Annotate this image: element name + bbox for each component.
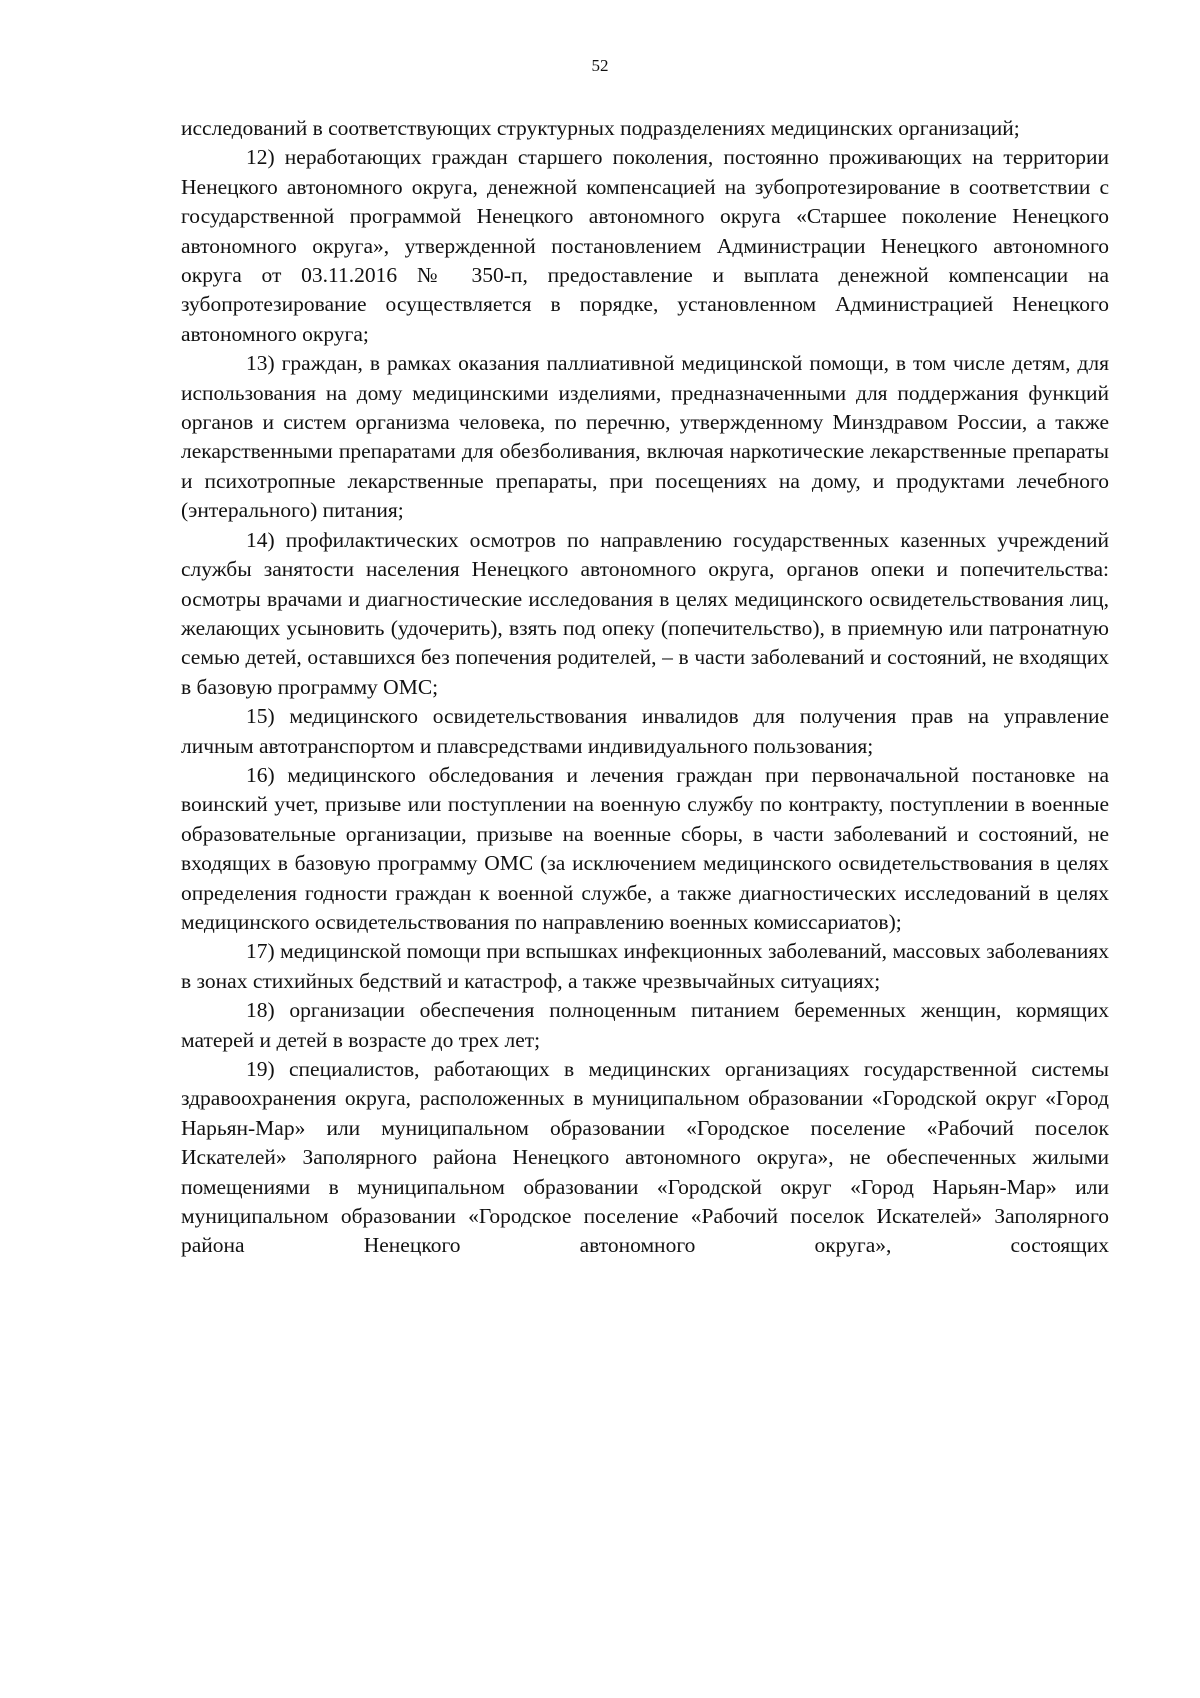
- list-item-13: 13) граждан, в рамках оказания паллиативной медицинской помощи, в том числе детям, для использования на дому медицинскими изделиями, предназначенными для поддержания функций органов и систем организма человека, по перечню, утвержденному Минздравом России, а также лекарственными препаратами для обезболивания, включая наркотические лекарственные препараты и психотропные лекарственные препараты, при посещениях на дому, и продуктами лечебного (энтерального) питания;: [181, 351, 1109, 523]
- list-item-15: 15) медицинского освидетельствования инвалидов для получения прав на управление личным автотранспортом и плавсредствами индивидуального пользования;: [181, 704, 1109, 758]
- document-body: [181, 114, 1109, 1261]
- list-item-16: 16) медицинского обследования и лечения граждан при первоначальной постановке на воинский учет, призыве или поступлении на военную службу по контракту, поступлении в военные образовательные организации, призыве на военные сборы, в части заболеваний и состояний, не входящих в базовую программу ОМС (за исключением медицинского освидетельствования в целях определения годности граждан к военной службе, а также диагностических исследований в целях медицинского освидетельствования по направлению военных комиссариатов);: [181, 762, 1109, 934]
- paragraph-continuation: исследований в соответствующих структурных подразделениях медицинских организаций;: [181, 116, 1020, 140]
- list-item-17: 17) медицинской помощи при вспышках инфекционных заболеваний, массовых заболеваниях в зонах стихийных бедствий и катастроф, а также чрезвычайных ситуациях;: [181, 939, 1109, 993]
- page-number: 52: [591, 56, 609, 75]
- list-item-14: 14) профилактических осмотров по направлению государственных казенных учреждений службы занятости населения Ненецкого автономного округа, органов опеки и попечительства: осмотры врачами и диагностические исследования в целях медицинского освидетельствования лиц, желающих усыновить (удочерить), взять под опеку (попечительство), в приемную или патронатную семью детей, оставшихся без попечения родителей, – в части заболеваний и состояний, не входящих в базовую программу ОМС;: [181, 527, 1109, 699]
- list-item-19: 19) специалистов, работающих в медицинских организациях государственной системы здравоохранения округа, расположенных в муниципальном образовании «Городской округ «Город Нарьян-Мар» или муниципальном образовании «Городское поселение «Рабочий поселок Искателей» Заполярного района Ненецкого автономного округа», не обеспеченных жилыми помещениями в муниципальном образовании «Городской округ «Город Нарьян-Мар» или муниципальном образовании «Городское поселение «Рабочий поселок Искателей» Заполярного района Ненецкого автономного округа», состоящих: [181, 1057, 1109, 1258]
- list-item-12: 12) неработающих граждан старшего поколения, постоянно проживающих на территории Ненецкого автономного округа, денежной компенсацией на зубопротезирование в соответствии с государственной программой Ненецкого автономного округа «Старшее поколение Ненецкого автономного округа», утвержденной постановлением Администрации Ненецкого автономного округа от 03.11.2016 № 350-п, предоставление и выплата денежной компенсации на зубопротезирование осуществляется в порядке, установленном Администрацией Ненецкого автономного округа;: [181, 145, 1109, 346]
- list-item-18: 18) организации обеспечения полноценным питанием беременных женщин, кормящих матерей и детей в возрасте до трех лет;: [181, 998, 1109, 1052]
